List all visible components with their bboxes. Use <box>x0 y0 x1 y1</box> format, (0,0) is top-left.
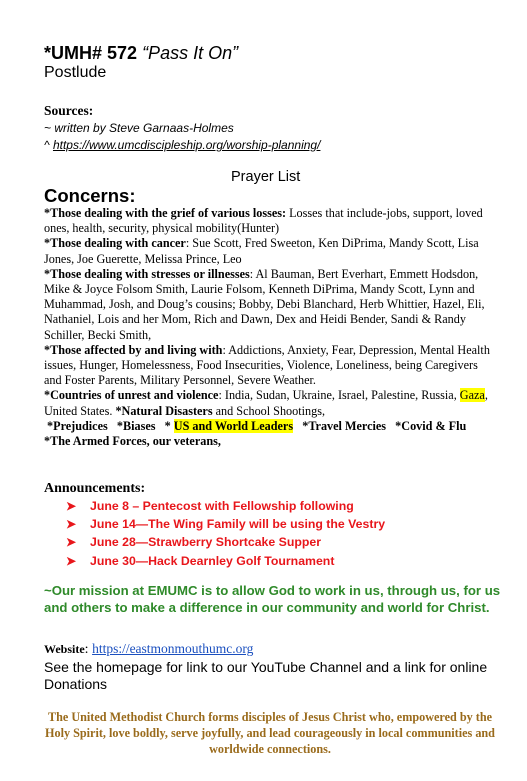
concern-stress-text: : Al Bauman, Bert Everhart, Emmett Hodsdon, Mike & Joyce Folsom Smith, Laurie Folsom, Kenneth DiPrima, Mandy Scott, Lynn and Muhammad, Josh, and Doug’s cousins; Bobby, Debi Blanchard, Herb Whittier, Hazel, Eli, Nathaniel, Lois and her Mom, Rich and Dawn, Dex and Heidi Bender, Sandi & Randy Schiller, Becki Smith, <box>44 266 485 342</box>
source-link[interactable]: https://www.umcdiscipleship.org/worship-planning/ <box>52 138 321 152</box>
highlight-leaders: US and World Leaders <box>173 418 294 433</box>
highlight-gaza: Gaza <box>459 388 485 403</box>
concern-unrest-text: : India, Sudan, Ukraine, Israel, Palestine, Russia, <box>218 388 460 403</box>
source-author: ~ written by Steve Garnaas-Holmes <box>44 121 234 135</box>
concerns-heading: Concerns: <box>44 185 136 206</box>
arrow-bullet-icon: ➤ <box>66 517 77 532</box>
homepage-note: See the homepage for link to our YouTube Channel and a link for online Donations <box>44 659 488 692</box>
source-link-line <box>44 138 320 152</box>
announcement-text: June 8 – Pentecost with Fellowship following <box>90 499 354 513</box>
arrow-bullet-icon: ➤ <box>66 553 77 568</box>
announcement-item <box>66 533 385 551</box>
arrow-bullet-icon: ➤ <box>66 535 77 550</box>
hymn-number: *UMH# 572 <box>44 43 138 63</box>
prayer-list-title: Prayer List <box>231 169 301 185</box>
concern-prejudices-part2: *Travel Mercies *Covid & Flu <box>293 418 467 433</box>
postlude-label: Postlude <box>44 64 107 81</box>
concern-stress-label: *Those dealing with stresses or illnesses <box>44 266 250 281</box>
concern-grief <box>44 206 496 236</box>
concern-natural-disasters-label: *Natural Disasters <box>115 403 213 418</box>
concern-unrest-label: *Countries of unrest and violence <box>44 388 219 403</box>
concern-cancer-text: : Sue Scott, Fred Sweeton, Ken DiPrima, Mandy Scott, Lisa Jones, Joe Guerette, Melissa Prince, Leo <box>44 236 479 266</box>
announcement-item <box>66 497 385 515</box>
concern-armed-forces <box>44 434 496 449</box>
source-link-prefix: ^ <box>44 138 53 152</box>
concern-unrest-text3: and School Shootings, <box>212 403 325 418</box>
concern-unrest-text2: , United States. <box>44 388 488 418</box>
concern-stress <box>44 267 496 343</box>
announcement-text: June 30—Hack Dearnley Golf Tournament <box>90 553 335 568</box>
hymn-heading <box>44 43 238 63</box>
concern-prejudices-part1: *Prejudices *Biases * <box>44 418 174 433</box>
announcement-item <box>66 552 385 570</box>
announcement-item <box>66 515 385 533</box>
concerns-list <box>44 206 496 449</box>
footer-statement: The United Methodist Church forms disciples of Jesus Christ who, empowered by the Holy Spirit, love boldly, serve joyfully, and lead courageously in local communities and worldwide connections. <box>45 710 495 756</box>
concern-cancer <box>44 236 496 266</box>
footer-block <box>44 709 496 757</box>
website-label: Website <box>44 642 85 656</box>
concern-affected <box>44 343 496 389</box>
concern-grief-label: *Those dealing with the grief of various losses: <box>44 206 287 220</box>
announcements-heading: Announcements: <box>44 481 146 496</box>
concern-unrest <box>44 388 496 418</box>
website-line <box>44 641 253 658</box>
concern-grief-text: Losses that include-jobs, support, loved ones, health, security, physical mobility(Hunter) <box>44 206 483 236</box>
concern-affected-text: : Addictions, Anxiety, Fear, Depression, Mental Health issues, Hunger, Homelessness, Food Insecurities, Violence, Loneliness, being Caregivers and Foster Parents, Military Personnel, Severe Weather. <box>44 342 490 388</box>
concern-armed-forces-label: *The Armed Forces, our veterans, <box>44 434 221 449</box>
sources-heading: Sources: <box>44 103 94 118</box>
website-link[interactable]: https://eastmonmouthumc.org <box>92 641 254 656</box>
announcement-text: June 14—The Wing Family will be using the Vestry <box>90 517 386 532</box>
concern-cancer-label: *Those dealing with cancer <box>44 236 186 251</box>
hymn-title: “Pass It On” <box>142 43 239 63</box>
arrow-bullet-icon: ➤ <box>66 499 77 513</box>
announcements-list <box>66 497 385 570</box>
website-colon: : <box>84 642 93 657</box>
mission-statement: ~Our mission at EMUMC is to allow God to work in us, through us, for us and others to make a difference in our community and world for Christ. <box>44 583 501 615</box>
concern-prejudices-line <box>44 419 496 434</box>
concern-affected-label: *Those affected by and living with <box>44 342 223 357</box>
announcement-text: June 28—Strawberry Shortcake Supper <box>90 535 321 550</box>
